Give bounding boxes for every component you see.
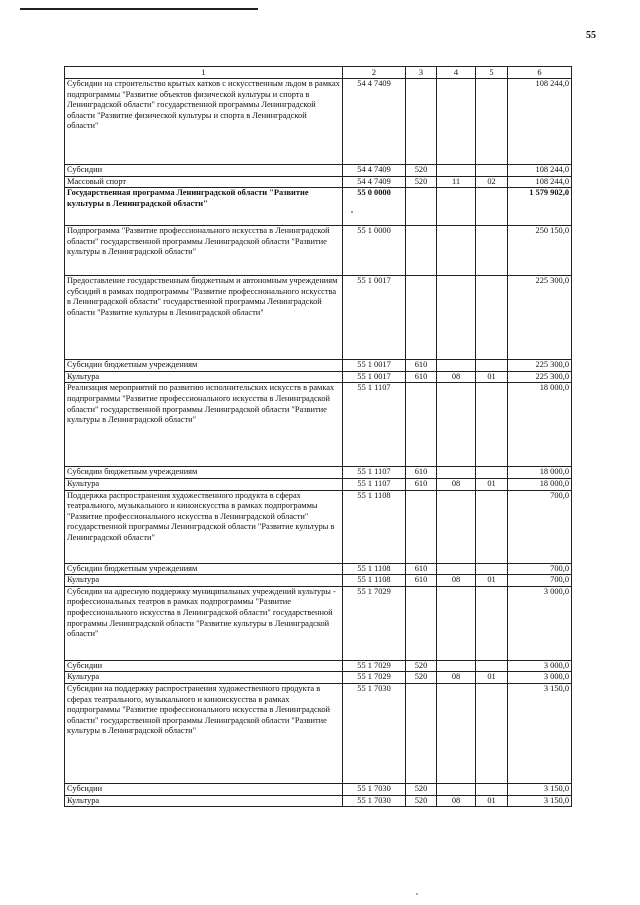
row-section [437, 360, 476, 372]
row-expense-type: 610 [406, 563, 437, 575]
row-name: Поддержка распространения художественного продукта в сферах театрального, музыкального и киноискусства в рамках подпрограммы "Развитие профессионального искусства в Ленинградской области" государственной программы Ленинградской области "Развитие культуры в Ленинградской области" [65, 490, 343, 563]
row-subsection [476, 360, 508, 372]
row-subsection [476, 683, 508, 783]
row-subsection [476, 586, 508, 660]
row-target-code: 55 1 1107 [343, 467, 406, 479]
row-subsection: 01 [476, 371, 508, 383]
row-subsection [476, 563, 508, 575]
row-name: Подпрограмма "Развитие профессионального искусства в Ленинградской области" государственной программы Ленинградской области "Развитие культуры в Ленинградской области" [65, 226, 343, 276]
table-row [65, 360, 572, 372]
table-row [65, 575, 572, 587]
row-expense-type [406, 188, 437, 226]
table-row [65, 371, 572, 383]
budget-table [64, 66, 572, 807]
table-row [65, 563, 572, 575]
row-section [437, 226, 476, 276]
row-amount: 225 300,0 [508, 371, 572, 383]
top-rule [20, 8, 258, 10]
row-target-code: 55 1 1107 [343, 383, 406, 467]
row-section [437, 563, 476, 575]
row-expense-type [406, 276, 437, 360]
row-section: 08 [437, 795, 476, 807]
row-amount: 700,0 [508, 490, 572, 563]
table-header-row [65, 67, 572, 79]
row-expense-type: 520 [406, 660, 437, 672]
row-amount: 18 000,0 [508, 383, 572, 467]
row-name: Культура [65, 371, 343, 383]
row-name: Государственная программа Ленинградской области "Развитие культуры в Ленинградской области" [65, 188, 343, 226]
row-name: Субсидии бюджетным учреждениям [65, 360, 343, 372]
row-name: Культура [65, 672, 343, 684]
header-col-5: 5 [476, 67, 508, 79]
row-target-code: 55 1 0000 [343, 226, 406, 276]
row-target-code: 55 1 1108 [343, 490, 406, 563]
table-row [65, 188, 572, 226]
row-amount: 3 150,0 [508, 795, 572, 807]
header-col-3: 3 [406, 67, 437, 79]
table-row [65, 683, 572, 783]
row-name: Культура [65, 795, 343, 807]
scan-speck [351, 211, 353, 213]
row-target-code: 55 1 0017 [343, 360, 406, 372]
row-amount: 225 300,0 [508, 276, 572, 360]
table-row [65, 165, 572, 177]
row-section [437, 467, 476, 479]
row-target-code: 55 1 1107 [343, 478, 406, 490]
row-name: Субсидии бюджетным учреждениям [65, 467, 343, 479]
row-name: Культура [65, 575, 343, 587]
row-subsection [476, 660, 508, 672]
row-section [437, 586, 476, 660]
row-subsection [476, 188, 508, 226]
table-body [65, 79, 572, 807]
row-amount: 3 000,0 [508, 660, 572, 672]
row-target-code: 55 1 1108 [343, 563, 406, 575]
row-expense-type: 520 [406, 783, 437, 795]
page-number: 55 [586, 30, 596, 41]
row-section: 08 [437, 575, 476, 587]
row-amount: 3 150,0 [508, 783, 572, 795]
row-expense-type: 520 [406, 176, 437, 188]
table-row [65, 79, 572, 165]
row-subsection: 01 [476, 478, 508, 490]
row-target-code: 55 1 1108 [343, 575, 406, 587]
table-row [65, 783, 572, 795]
row-subsection [476, 467, 508, 479]
row-target-code: 55 1 7030 [343, 795, 406, 807]
row-expense-type: 610 [406, 467, 437, 479]
row-section: 08 [437, 672, 476, 684]
row-target-code: 55 1 0017 [343, 371, 406, 383]
row-section [437, 276, 476, 360]
row-target-code: 55 1 7029 [343, 672, 406, 684]
row-expense-type: 520 [406, 165, 437, 177]
table-row [65, 672, 572, 684]
row-subsection [476, 276, 508, 360]
row-expense-type [406, 490, 437, 563]
row-name: Субсидии на адресную поддержку муниципальных учреждений культуры - профессиональных театров в рамках подпрограммы "Развитие профессионального искусства в Ленинградской области" государственной программы Ленинградской области "Развитие культуры в Ленинградской области" [65, 586, 343, 660]
row-subsection: 02 [476, 176, 508, 188]
row-expense-type [406, 226, 437, 276]
row-amount: 108 244,0 [508, 79, 572, 165]
row-expense-type [406, 683, 437, 783]
row-name: Субсидии бюджетным учреждениям [65, 563, 343, 575]
row-section: 11 [437, 176, 476, 188]
row-amount: 3 150,0 [508, 683, 572, 783]
row-name: Субсидии [65, 783, 343, 795]
row-amount: 3 000,0 [508, 586, 572, 660]
table-row [65, 226, 572, 276]
row-amount: 18 000,0 [508, 467, 572, 479]
row-subsection [476, 165, 508, 177]
scan-speck [416, 893, 418, 895]
row-name: Реализация мероприятий по развитию исполнительских искусств в рамках подпрограммы "Развитие профессионального искусства в Ленинградской области" государственной программы Ленинградской области "Развитие культуры в Ленинградской области" [65, 383, 343, 467]
row-amount: 3 000,0 [508, 672, 572, 684]
row-expense-type: 520 [406, 672, 437, 684]
header-col-1: 1 [65, 67, 343, 79]
table-row [65, 795, 572, 807]
row-amount: 250 150,0 [508, 226, 572, 276]
row-subsection: 01 [476, 795, 508, 807]
row-amount: 108 244,0 [508, 176, 572, 188]
row-target-code: 55 1 7030 [343, 783, 406, 795]
row-target-code: 54 4 7409 [343, 79, 406, 165]
row-target-code: 54 4 7409 [343, 176, 406, 188]
row-section [437, 188, 476, 226]
row-target-code: 55 1 7029 [343, 586, 406, 660]
header-col-2: 2 [343, 67, 406, 79]
row-amount: 700,0 [508, 563, 572, 575]
row-name: Предоставление государственным бюджетным и автономным учреждениям субсидий в рамках подпрограммы "Развитие профессионального искусства в Ленинградской области" государственной программы Ленинградской области "Развитие культуры в Ленинградской области" [65, 276, 343, 360]
row-expense-type [406, 586, 437, 660]
row-expense-type: 610 [406, 371, 437, 383]
row-expense-type [406, 79, 437, 165]
row-subsection [476, 783, 508, 795]
row-amount: 18 000,0 [508, 478, 572, 490]
row-amount: 1 579 902,0 [508, 188, 572, 226]
row-target-code: 55 1 7029 [343, 660, 406, 672]
row-target-code: 55 1 0017 [343, 276, 406, 360]
row-amount: 225 300,0 [508, 360, 572, 372]
row-amount: 108 244,0 [508, 165, 572, 177]
row-expense-type: 610 [406, 478, 437, 490]
row-subsection [476, 383, 508, 467]
row-expense-type: 610 [406, 575, 437, 587]
table-row [65, 276, 572, 360]
row-subsection: 01 [476, 575, 508, 587]
row-section [437, 783, 476, 795]
row-subsection [476, 79, 508, 165]
row-target-code: 55 1 7030 [343, 683, 406, 783]
table-row [65, 490, 572, 563]
row-section [437, 383, 476, 467]
table-row [65, 660, 572, 672]
row-section [437, 660, 476, 672]
row-expense-type: 520 [406, 795, 437, 807]
row-subsection: 01 [476, 672, 508, 684]
row-name: Массовый спорт [65, 176, 343, 188]
row-name: Субсидии [65, 660, 343, 672]
row-amount: 700,0 [508, 575, 572, 587]
row-name: Субсидии на поддержку распространения художественного продукта в сферах театрального, музыкального и киноискусства в рамках подпрограммы "Развитие профессионального искусства в Ленинградской области" государственной программы Ленинградской области "Развитие культуры в Ленинградской области" [65, 683, 343, 783]
row-name: Субсидии [65, 165, 343, 177]
table-row [65, 467, 572, 479]
row-target-code: 55 0 0000 [343, 188, 406, 226]
table-row [65, 176, 572, 188]
row-target-code: 54 4 7409 [343, 165, 406, 177]
row-section: 08 [437, 371, 476, 383]
row-name: Культура [65, 478, 343, 490]
row-section [437, 683, 476, 783]
row-expense-type: 610 [406, 360, 437, 372]
row-section: 08 [437, 478, 476, 490]
table-row [65, 586, 572, 660]
table-row [65, 383, 572, 467]
row-expense-type [406, 383, 437, 467]
row-section [437, 490, 476, 563]
row-section [437, 165, 476, 177]
row-section [437, 79, 476, 165]
row-subsection [476, 490, 508, 563]
row-name: Субсидии на строительство крытых катков с искусственным льдом в рамках подпрограммы "Развитие объектов физической культуры и спорта в Ленинградской области" государственной программы Ленинградской области "Развитие физической культуры и спорта в Ленинградской области" [65, 79, 343, 165]
table-row [65, 478, 572, 490]
row-subsection [476, 226, 508, 276]
header-col-4: 4 [437, 67, 476, 79]
header-col-6: 6 [508, 67, 572, 79]
